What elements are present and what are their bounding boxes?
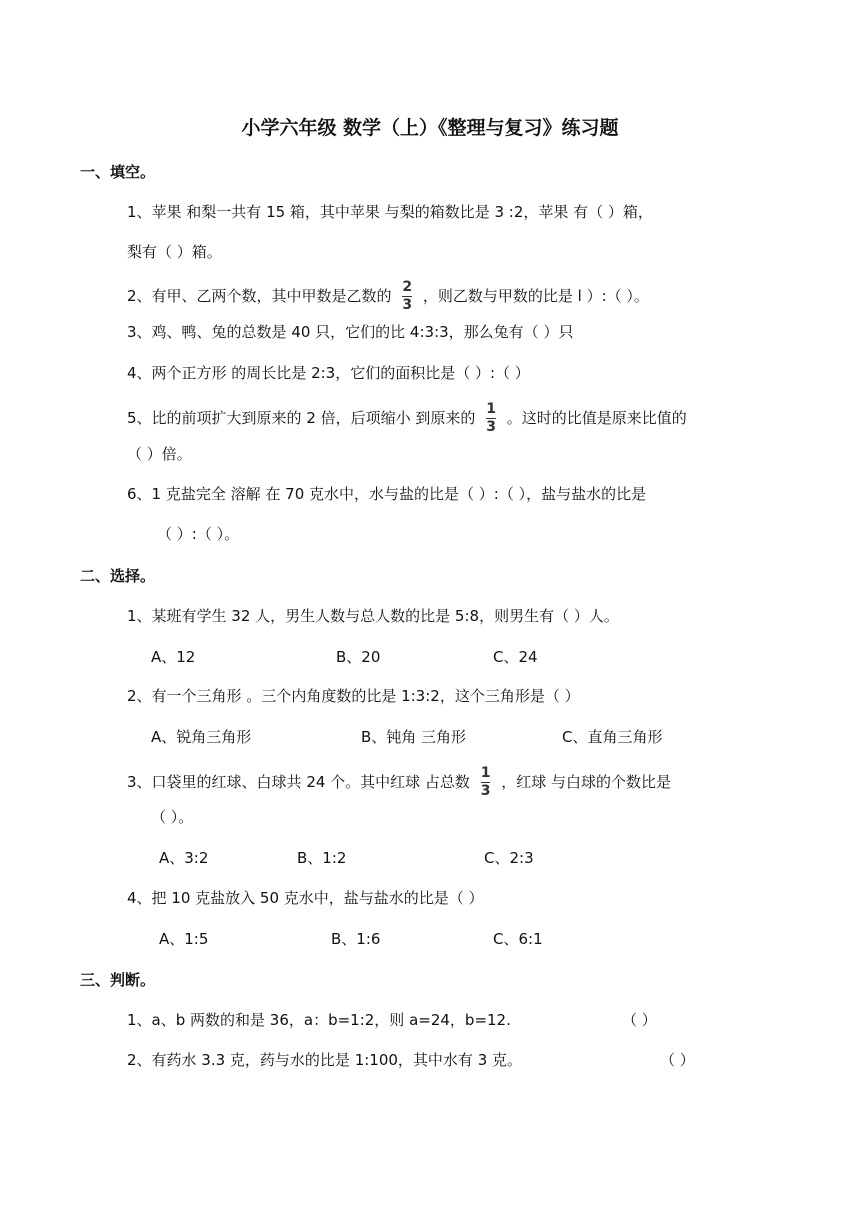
fill-question-5-text-a: 5、比的前项扩大到原来的 2 倍，后项缩小 到原来的 <box>127 409 476 427</box>
choice-4-option-a: A、1:5 <box>159 930 209 948</box>
judge-2-answer-parens: （ ） <box>660 1051 695 1069</box>
fill-question-6-line-2: （ ）:（ ）。 <box>157 525 240 543</box>
fill-question-1-line-2: 梨有（ ）箱。 <box>127 243 222 261</box>
fraction-numerator: 1 <box>480 765 491 781</box>
fill-question-5-text-b: 。这时的比值是原来比值的 <box>506 409 687 427</box>
choice-2-option-b: B、钝角 三角形 <box>361 728 467 746</box>
choice-question-4: 4、把 10 克盐放入 50 克水中，盐与盐水的比是（ ） <box>127 889 484 907</box>
fill-question-2 <box>127 280 649 313</box>
fraction-two-thirds <box>402 280 412 313</box>
section-heading-choice: 二、选择。 <box>80 567 156 585</box>
choice-2-option-a: A、锐角三角形 <box>151 728 252 746</box>
choice-question-3-text-b: ，红球 与白球的个数比是 <box>501 773 672 791</box>
choice-1-option-b: B、20 <box>336 648 381 666</box>
fraction-numerator: 1 <box>486 401 496 417</box>
fill-question-4: 4、两个正方形 的周长比是 2:3，它们的面积比是（ ）:（ ） <box>127 364 530 382</box>
choice-3-option-a: A、3:2 <box>159 849 209 867</box>
fill-question-3: 3、鸡、鸭、兔的总数是 40 只，它们的比 4:3:3，那么兔有（ ）只 <box>127 323 574 341</box>
choice-1-option-a: A、12 <box>151 648 196 666</box>
choice-3-option-c: C、2:3 <box>484 849 534 867</box>
section-heading-fill: 一、填空。 <box>80 163 156 181</box>
fraction-one-third <box>481 766 491 799</box>
judge-question-1: 1、a、b 两数的和是 36，a：b=1:2，则 a=24，b=12. <box>127 1011 511 1029</box>
fill-question-5-line-1 <box>127 402 687 435</box>
choice-4-option-c: C、6:1 <box>493 930 543 948</box>
choice-question-3-line-2: （ ）。 <box>151 808 194 826</box>
fraction-denominator: 3 <box>402 297 413 313</box>
fill-question-2-text-b: ，则乙数与甲数的比是 l ）:（ ）。 <box>422 287 649 305</box>
choice-3-option-b: B、1:2 <box>297 849 347 867</box>
judge-1-answer-parens: （ ） <box>622 1011 657 1029</box>
choice-question-3-line-1 <box>127 766 671 799</box>
choice-question-3-text-a: 3、口袋里的红球、白球共 24 个。其中红球 占总数 <box>127 773 470 791</box>
page-title: 小学六年级 数学（上）《整理与复习》练习题 <box>241 117 619 139</box>
fill-question-1-line-1: 1、苹果 和梨一共有 15 箱，其中苹果 与梨的箱数比是 3 :2，苹果 有（ ）箱， <box>127 203 653 221</box>
fraction-numerator: 2 <box>402 279 413 295</box>
choice-question-1: 1、某班有学生 32 人，男生人数与总人数的比是 5:8，则男生有（ ）人。 <box>127 607 619 625</box>
fraction-denominator: 3 <box>486 419 496 435</box>
choice-4-option-b: B、1:6 <box>331 930 381 948</box>
choice-question-2: 2、有一个三角形 。三个内角度数的比是 1:3:2，这个三角形是（ ） <box>127 687 580 705</box>
fill-question-6-line-1: 6、1 克盐完全 溶解 在 70 克水中，水与盐的比是（ ）:（ ），盐与盐水的比是 <box>127 485 647 503</box>
fraction-denominator: 3 <box>480 783 491 799</box>
fraction-one-third <box>486 402 496 435</box>
fill-question-2-text-a: 2、有甲、乙两个数，其中甲数是乙数的 <box>127 287 392 305</box>
choice-2-option-c: C、直角三角形 <box>562 728 663 746</box>
judge-question-2: 2、有药水 3.3 克，药与水的比是 1:100，其中水有 3 克。 <box>127 1051 523 1069</box>
choice-1-option-c: C、24 <box>493 648 538 666</box>
section-heading-judge: 三、判断。 <box>80 971 156 989</box>
fill-question-5-line-2: （ ）倍。 <box>127 445 192 463</box>
